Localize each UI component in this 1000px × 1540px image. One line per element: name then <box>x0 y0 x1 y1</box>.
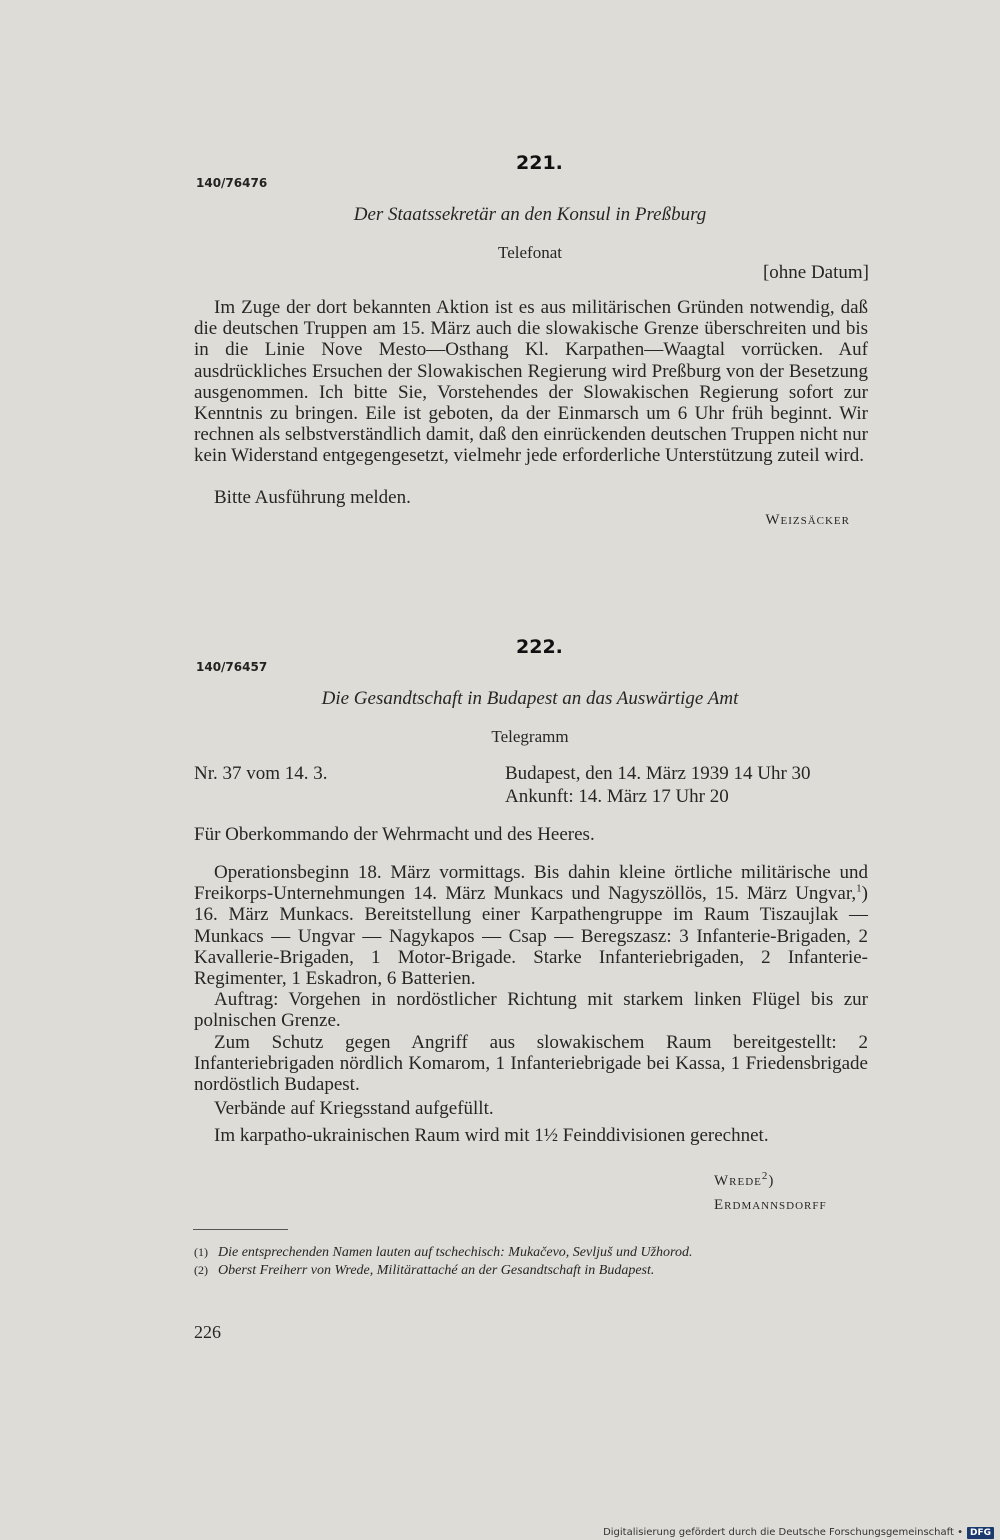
footnote-1: (1) Die entsprechenden Namen lauten auf tschechisch: Mukačevo, Sevljuš und Užhorod. <box>194 1245 693 1260</box>
page-number: 226 <box>194 1322 221 1342</box>
dfg-logo: DFG <box>967 1527 994 1539</box>
footer-text: Digitalisierung gefördert durch die Deutsche Forschungsgemeinschaft • <box>603 1527 963 1538</box>
paragraph-221-body: Im Zuge der dort bekannten Aktion ist es aus militärischen Gründen notwendig, daß die deutschen Truppen am 15. März auch die slowakische Grenze überschreiten und bis in die Linie Nove Mesto—Osthang Kl. Karpathen—Waagtal vorrücken. Auf ausdrückliches Ersuchen der Slowakischen Regierung wird Preßburg von der Besetzung ausgenommen. Ich bitte Sie, Vorstehendes der Slowakischen Regierung sofort zur Kenntnis zu bringen. Eile ist geboten, da der Einmarsch um 6 Uhr früh beginnt. Wir rechnen als selbstverständlich damit, daß den einrückenden deutschen Truppen nicht nur kein Widerstand entgegengesetzt, vielmehr jede erforderliche Unterstützung zuteil wird. <box>194 297 868 467</box>
paragraph-222-mission: Auftrag: Vorgehen in nordöstlicher Richtung mit starkem linken Flügel bis zur polnischen Grenze. <box>194 989 868 1032</box>
archive-reference-221: 140/76476 <box>196 176 268 190</box>
telegram-arrival: Ankunft: 14. März 17 Uhr 20 <box>505 786 729 807</box>
document-type-222: Telegramm <box>491 727 569 746</box>
digitization-footer <box>600 1525 1000 1540</box>
paragraph-221-closing: Bitte Ausführung melden. <box>214 487 411 508</box>
telegram-place-date: Budapest, den 14. März 1939 14 Uhr 30 <box>505 763 811 784</box>
document-date-221: [ohne Datum] <box>762 262 869 283</box>
footnote-divider <box>193 1229 288 1230</box>
document-type-221: Telefonat <box>498 243 562 262</box>
telegram-number: Nr. 37 vom 14. 3. <box>194 763 328 784</box>
signature-222-erdmannsdorff: Erdmannsdorff <box>714 1197 827 1213</box>
signature-221: Weizsäcker <box>765 512 850 528</box>
archive-reference-222: 140/76457 <box>196 660 268 674</box>
signature-222-wrede: Wrede$^2$) <box>714 1170 775 1189</box>
footnote-ref-1: 1 <box>856 882 862 895</box>
document-number-221: 221. <box>516 152 563 174</box>
footnote-ref-2: 2 <box>761 1170 769 1182</box>
footnote-2: (2) Oberst Freiherr von Wrede, Militärattaché an der Gesandtschaft in Budapest. <box>194 1263 655 1278</box>
paragraph-222-units: Verbände auf Kriegsstand aufgefüllt. <box>214 1098 494 1119</box>
paragraph-222-protection: Zum Schutz gegen Angriff aus slowakischem Raum bereitgestellt: 2 Infanteriebrigaden nördlich Komarom, 1 Infanteriebrigade bei Kassa, 1 Friedensbrigade nordöstlich Budapest. <box>194 1032 868 1096</box>
document-number-222: 222. <box>516 636 563 658</box>
paragraph-222-operations: Operationsbeginn 18. März vormittags. Bis dahin kleine örtliche militärische und Freikorps-Unternehmungen 14. März Munkacs und Nagyszöllös, 15. März Ungvar,$^1$) 16. März Munkacs. Bereitstellung einer Karpathengruppe im Raum Tiszaujlak — Munkacs — Ungvar — Nagykapos — Csap — Beregszasz: 3 Infanterie-Brigaden, 2 Kavallerie-Brigaden, 1 Motor-Brigade. Starke Infanteriebrigaden, 2 Infanterie-Regimenter, 1 Eskadron, 6 Batterien. <box>194 862 868 990</box>
telegram-addressee: Für Oberkommando der Wehrmacht und des Heeres. <box>194 824 595 845</box>
document-heading-221: Der Staatssekretär an den Konsul in Preßburg <box>353 204 707 225</box>
document-heading-222: Die Gesandtschaft in Budapest an das Auswärtige Amt <box>321 688 739 709</box>
paragraph-222-enemy: Im karpatho-ukrainischen Raum wird mit 1½ Feinddivisionen gerechnet. <box>214 1125 769 1146</box>
